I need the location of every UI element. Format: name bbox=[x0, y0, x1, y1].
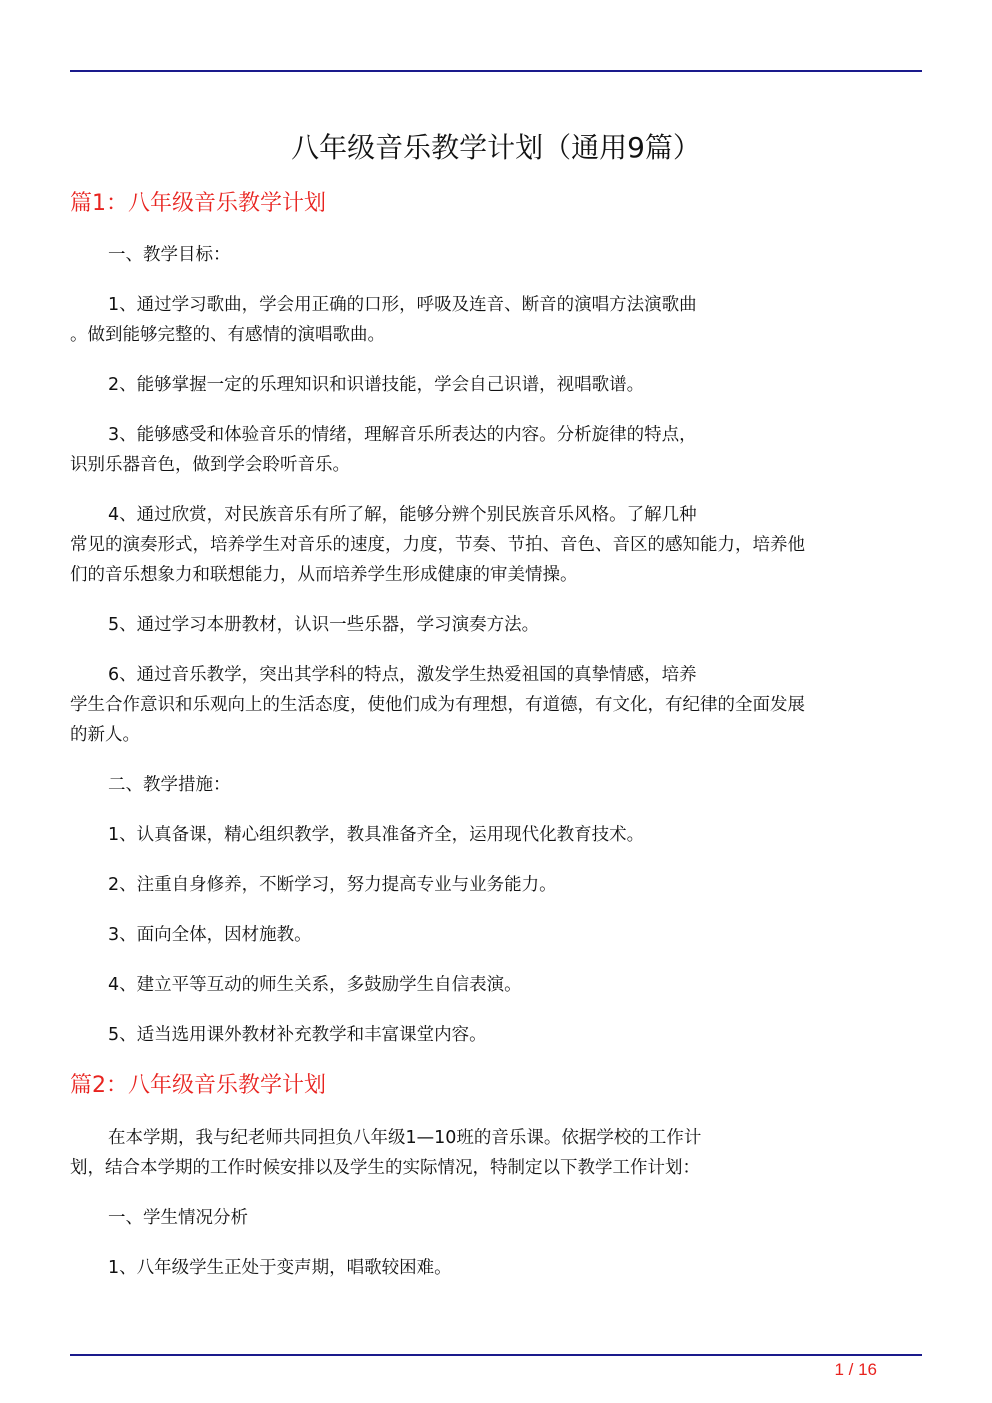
paragraph bbox=[70, 770, 922, 800]
paragraph-line: 2、注重自身修养，不断学习，努力提高专业与业务能力。 bbox=[108, 875, 557, 895]
paragraph-line: 划，结合本学期的工作时候安排以及学生的实际情况，特制定以下教学工作计划： bbox=[70, 1158, 700, 1178]
paragraph bbox=[70, 660, 922, 750]
paragraph bbox=[70, 1253, 922, 1283]
section-heading-1: 篇1：八年级音乐教学计划 bbox=[70, 191, 326, 216]
paragraph bbox=[70, 820, 922, 850]
paragraph-line: 1、八年级学生正处于变声期，唱歌较困难。 bbox=[108, 1258, 452, 1278]
paragraph bbox=[70, 1020, 922, 1050]
paragraph bbox=[70, 240, 922, 270]
paragraph bbox=[70, 870, 922, 900]
paragraph-line: 一、学生情况分析 bbox=[108, 1208, 248, 1228]
paragraph-line: 一、教学目标： bbox=[108, 245, 231, 265]
paragraph-line: 的新人。 bbox=[70, 725, 140, 745]
paragraph-line: 6、通过音乐教学，突出其学科的特点，激发学生热爱祖国的真挚情感，培养 bbox=[108, 665, 697, 685]
paragraph-line: 4、通过欣赏，对民族音乐有所了解，能够分辨个别民族音乐风格。了解几种 bbox=[108, 505, 697, 525]
paragraph-line: 学生合作意识和乐观向上的生活态度，使他们成为有理想，有道德，有文化，有纪律的全面发展 bbox=[70, 695, 805, 715]
paragraph-line: 3、能够感受和体验音乐的情绪，理解音乐所表达的内容。分析旋律的特点， bbox=[108, 425, 697, 445]
paragraph-line: 2、能够掌握一定的乐理知识和识谱技能，学会自己识谱，视唱歌谱。 bbox=[108, 375, 645, 395]
paragraph-line: 二、教学措施： bbox=[108, 775, 231, 795]
paragraph-line: 们的音乐想象力和联想能力，从而培养学生形成健康的审美情操。 bbox=[70, 565, 578, 585]
paragraph bbox=[70, 1203, 922, 1233]
paragraph bbox=[70, 290, 922, 350]
paragraph bbox=[70, 920, 922, 950]
paragraph bbox=[70, 500, 922, 590]
paragraph-line: 1、通过学习歌曲，学会用正确的口形，呼吸及连音、断音的演唱方法演歌曲 bbox=[108, 295, 697, 315]
paragraph bbox=[70, 610, 922, 640]
paragraph bbox=[70, 1123, 922, 1183]
paragraph-line: 常见的演奏形式，培养学生对音乐的速度，力度，节奏、节拍、音色、音区的感知能力，培养他 bbox=[70, 535, 805, 555]
paragraph-line: 1、认真备课，精心组织教学，教具准备齐全，运用现代化教育技术。 bbox=[108, 825, 645, 845]
paragraph bbox=[70, 370, 922, 400]
paragraph-line: 4、建立平等互动的师生关系，多鼓励学生自信表演。 bbox=[108, 975, 522, 995]
section-heading-2: 篇2：八年级音乐教学计划 bbox=[70, 1073, 326, 1098]
paragraph-line: 5、适当选用课外教材补充教学和丰富课堂内容。 bbox=[108, 1025, 487, 1045]
header-rule bbox=[70, 70, 922, 72]
paragraph-line: 识别乐器音色，做到学会聆听音乐。 bbox=[70, 455, 350, 475]
paragraph-line: 5、通过学习本册教材，认识一些乐器，学习演奏方法。 bbox=[108, 615, 540, 635]
paragraph-line: 3、面向全体，因材施教。 bbox=[108, 925, 312, 945]
paragraph-line: 在本学期，我与纪老师共同担负八年级1—10班的音乐课。依据学校的工作计 bbox=[108, 1128, 702, 1148]
paragraph bbox=[70, 420, 922, 480]
document-title: 八年级音乐教学计划（通用9篇） bbox=[291, 131, 701, 164]
paragraph bbox=[70, 970, 922, 1000]
footer-rule bbox=[70, 1354, 922, 1356]
page-number: 1 / 16 bbox=[834, 1360, 877, 1379]
paragraph-line: 。做到能够完整的、有感情的演唱歌曲。 bbox=[70, 325, 385, 345]
